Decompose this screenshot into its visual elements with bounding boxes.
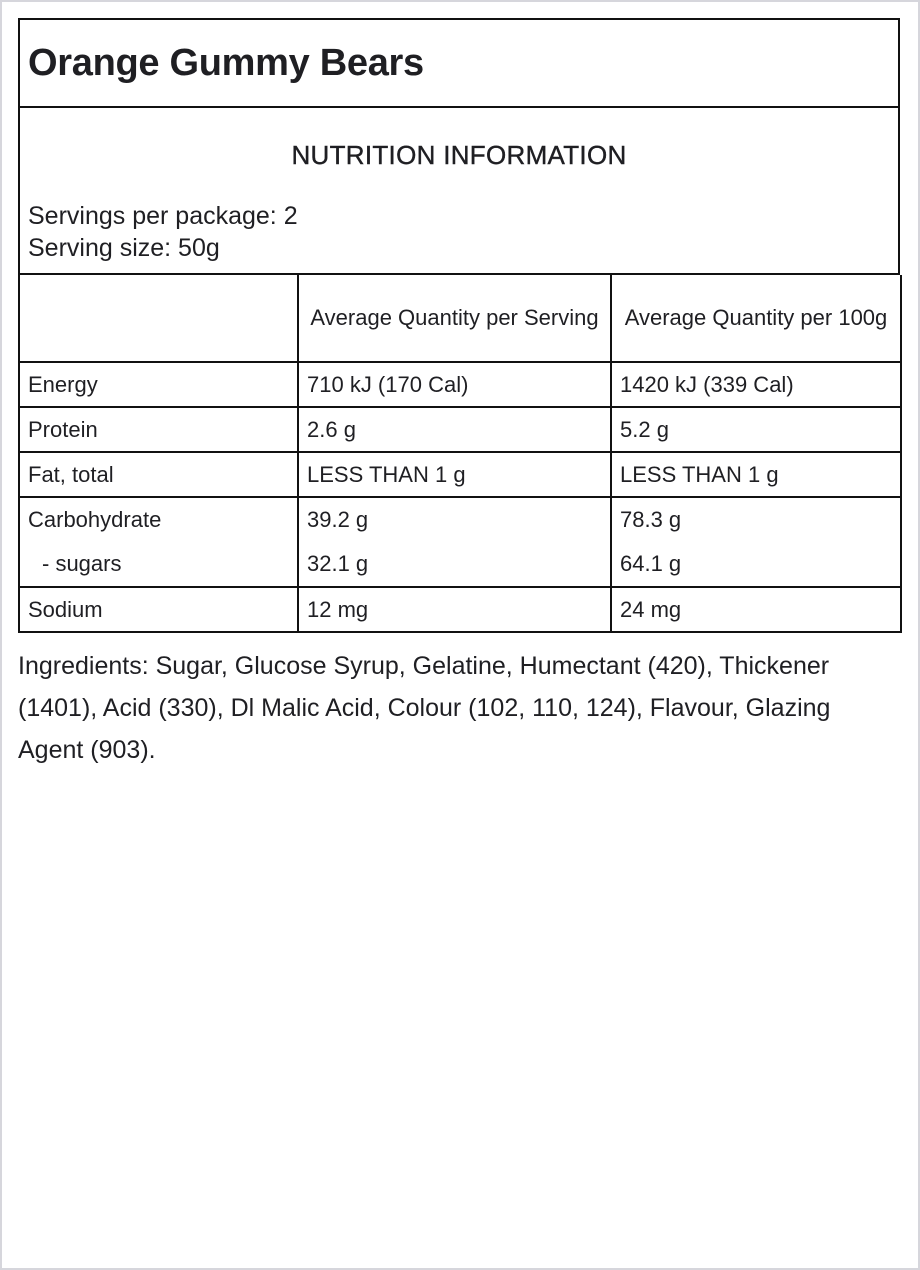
per-100g-cell	[611, 497, 901, 587]
nutrient-name: Fat, total	[19, 452, 298, 497]
product-title: Orange Gummy Bears	[28, 41, 424, 84]
nutrient-name: Carbohydrate	[28, 507, 162, 532]
per-100g-value: 78.3 g	[620, 507, 682, 532]
table-row-carbohydrate	[19, 497, 901, 587]
per-serving-value: 12 mg	[298, 587, 611, 632]
header-cell-per-100g: Average Quantity per 100g	[611, 275, 901, 362]
serving-size: Serving size: 50g	[28, 234, 220, 262]
nutrition-heading: NUTRITION INFORMATION	[291, 140, 627, 170]
table-row-protein	[19, 407, 901, 452]
per-serving-value: 39.2 g	[307, 507, 369, 532]
per-100g-value: 24 mg	[611, 587, 901, 632]
per-serving-cell	[298, 497, 611, 587]
title-box	[18, 18, 900, 108]
per-serving-value: 2.6 g	[298, 407, 611, 452]
nutrition-table	[18, 275, 902, 633]
nutrient-name: Protein	[19, 407, 298, 452]
table-row-fat	[19, 452, 901, 497]
per-100g-value: 5.2 g	[611, 407, 901, 452]
table-row-sodium	[19, 587, 901, 632]
info-box	[18, 108, 900, 275]
sub-nutrient-name: - sugars	[42, 551, 122, 576]
sub-per-serving-value: 32.1 g	[307, 551, 369, 576]
header-cell-per-serving: Average Quantity per Serving	[298, 275, 611, 362]
nutrient-name-cell	[19, 497, 298, 587]
per-serving-value: LESS THAN 1 g	[298, 452, 611, 497]
per-100g-value: LESS THAN 1 g	[611, 452, 901, 497]
sub-per-100g-value: 64.1 g	[620, 551, 682, 576]
per-serving-value: 710 kJ (170 Cal)	[298, 362, 611, 407]
table-header-row	[19, 275, 901, 362]
nutrient-name: Sodium	[19, 587, 298, 632]
ingredients-text: Ingredients: Sugar, Glucose Syrup, Gelatine, Humectant (420), Thickener (1401), Acid (330), Dl Malic Acid, Colour (102, 110, 124), Flavour, Glazing Agent (903).	[18, 652, 831, 764]
servings-per-package: Servings per package: 2	[28, 202, 298, 230]
per-100g-value: 1420 kJ (339 Cal)	[611, 362, 901, 407]
header-cell-empty	[19, 275, 298, 362]
table-row-energy	[19, 362, 901, 407]
nutrition-label	[18, 18, 900, 633]
nutrient-name: Energy	[19, 362, 298, 407]
